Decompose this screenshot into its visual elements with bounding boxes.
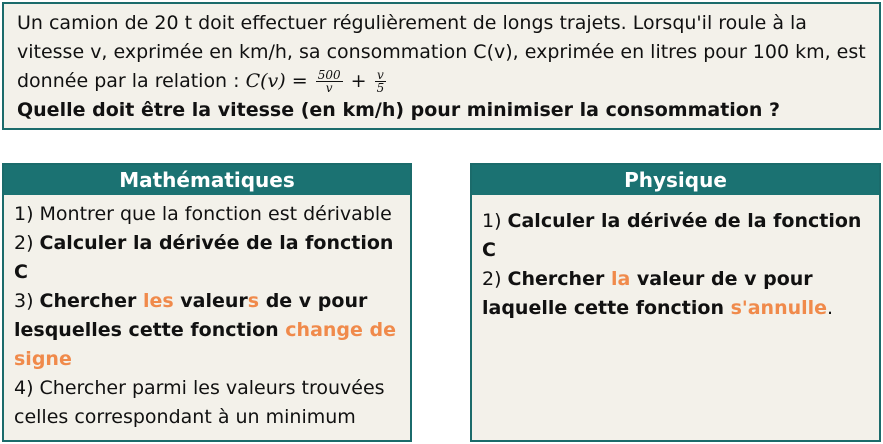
formula-frac2-numerator: v [375, 69, 387, 82]
math-step-3-change: change de [285, 319, 397, 341]
phys-step-2-a: Chercher [507, 268, 611, 290]
formula-plus: + [344, 70, 373, 92]
math-step-3 [14, 287, 400, 316]
math-step-2 [14, 229, 400, 258]
physics-panel [470, 163, 881, 442]
phys-step-1-number: 1) [482, 210, 508, 232]
math-step-3-number: 3) [14, 290, 40, 312]
math-step-4-line-1: 4) Chercher parmi les valeurs trouvées [14, 377, 385, 399]
formula-lhs: C(v) = [245, 70, 314, 92]
phys-step-2-b: valeur de v pour [630, 268, 813, 290]
math-step-2-number: 2) [14, 232, 40, 254]
formula-fraction-1 [316, 69, 343, 94]
phys-step-2-dot: . [827, 297, 834, 319]
phys-step-1-text: Calculer la dérivée de la fonction [507, 210, 862, 232]
math-step-3-a: Chercher [39, 290, 143, 312]
phys-step-1-c: C [482, 239, 496, 261]
phys-step-2-line-2 [482, 294, 869, 323]
formula-frac2-denominator: 5 [376, 81, 385, 95]
formula-frac1-denominator: v [325, 81, 333, 95]
math-panel-body [4, 195, 410, 432]
math-step-2-c: C [14, 261, 28, 283]
phys-step-2-annule: s'annulle [730, 297, 828, 319]
math-step-3-b: valeur [173, 290, 248, 312]
phys-step-2-number: 2) [482, 268, 508, 290]
math-step-4-line-2: celles correspondant à un minimum [14, 406, 356, 428]
math-panel-title: Mathématiques [4, 165, 410, 195]
math-step-2-text: Calculer la dérivée de la fonction [39, 232, 394, 254]
math-step-3-signe: signe [14, 348, 72, 370]
problem-statement-box [2, 2, 881, 130]
physics-panel-body [472, 195, 879, 323]
math-step-3-s: s [247, 290, 260, 312]
physics-panel-title: Physique [472, 165, 879, 195]
math-step-3-c: de v pour [259, 290, 368, 312]
math-step-3-d: lesquelles cette fonction [14, 319, 286, 341]
problem-question: Quelle doit être la vitesse (en km/h) pour minimiser la consommation ? [17, 99, 781, 121]
math-step-3-line-2 [14, 316, 400, 345]
phys-step-2 [482, 265, 869, 294]
phys-step-2-c: laquelle cette fonction [482, 297, 731, 319]
math-step-1: 1) Montrer que la fonction est dérivable [14, 203, 392, 225]
formula-frac1-numerator: 500 [317, 68, 341, 82]
phys-step-1 [482, 207, 869, 236]
formula-fraction-2 [375, 69, 387, 94]
math-step-3-les: les [142, 290, 174, 312]
problem-line-1: Un camion de 20 t doit effectuer régulièrement de longs trajets. Lorsqu'il roule à la [17, 12, 807, 34]
problem-line-3-prefix: donnée par la relation : [17, 70, 246, 92]
problem-line-2: vitesse v, exprimée en km/h, sa consommation C(v), exprimée en litres pour 100 km, est [17, 41, 866, 63]
math-panel [2, 163, 412, 442]
phys-step-2-la: la [610, 268, 631, 290]
problem-line-3 [17, 67, 869, 96]
